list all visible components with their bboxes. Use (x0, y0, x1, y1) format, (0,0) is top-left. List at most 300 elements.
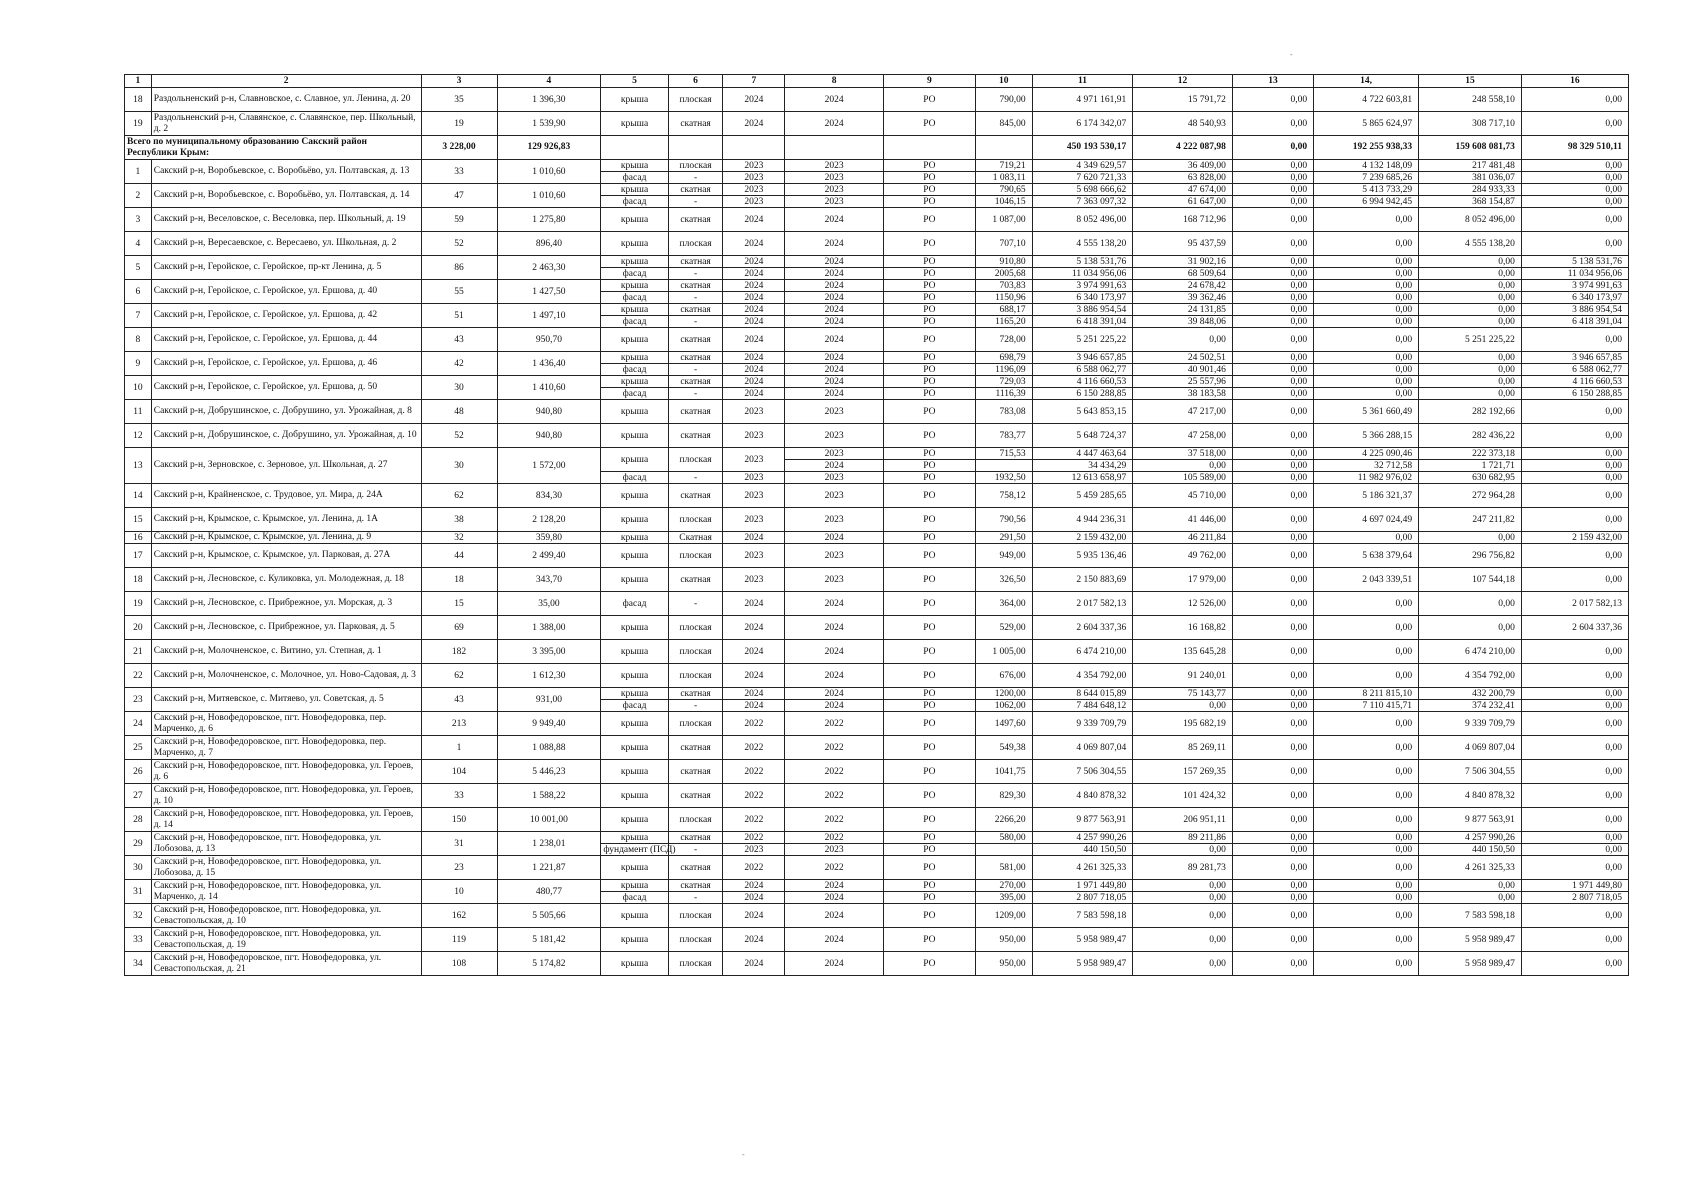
row-number: 31 (125, 880, 152, 904)
value-cell: 85 269,11 (1133, 736, 1233, 760)
value-cell: 2024 (785, 388, 883, 400)
value-cell: 1209,00 (975, 904, 1032, 928)
value-cell: 1116,39 (975, 388, 1032, 400)
apartments-cell: 69 (421, 616, 497, 640)
value-cell: 0,00 (1133, 328, 1233, 352)
header-row (125, 75, 1629, 88)
value-cell: 4 722 603,81 (1314, 88, 1419, 112)
header-cell: 6 (668, 75, 723, 88)
value-cell: 296 756,82 (1419, 544, 1522, 568)
apartments-cell: 150 (421, 808, 497, 832)
value-cell: 2 604 337,36 (1521, 616, 1628, 640)
header-cell: 8 (785, 75, 883, 88)
area-cell: 5 174,82 (497, 952, 601, 976)
row-number: 21 (125, 640, 152, 664)
row-number: 16 (125, 532, 152, 544)
table-row (125, 328, 1629, 352)
value-cell: 4 944 236,31 (1032, 508, 1133, 532)
value-cell: 4 069 807,04 (1419, 736, 1522, 760)
value-cell: 845,00 (975, 112, 1032, 136)
value-cell: 4 354 792,00 (1032, 664, 1133, 688)
value-cell: фасад (601, 292, 668, 304)
value-cell: 2024 (785, 904, 883, 928)
value-cell: 0,00 (1232, 508, 1313, 532)
area-cell: 1 010,60 (497, 160, 601, 184)
apartments-cell: 15 (421, 592, 497, 616)
address-cell: Сакский р-н, Воробьевское, с. Воробьёво, ул. Полтавская, д. 13 (151, 160, 421, 184)
area-cell: 1 539,90 (497, 112, 601, 136)
value-cell: 2024 (723, 904, 785, 928)
value-cell: 0,00 (1232, 316, 1313, 328)
value-cell: крыша (601, 256, 668, 268)
value-cell: 0,00 (1419, 388, 1522, 400)
value-cell: 1497,60 (975, 712, 1032, 736)
area-cell: 1 612,30 (497, 664, 601, 688)
header-cell: 4 (497, 75, 601, 88)
value-cell: РО (883, 904, 975, 928)
value-cell: 282 436,22 (1419, 424, 1522, 448)
area-cell: 10 001,00 (497, 808, 601, 832)
table-row (125, 736, 1629, 760)
value-cell: 0,00 (1232, 544, 1313, 568)
value-cell: 2023 (785, 196, 883, 208)
area-cell: 359,80 (497, 532, 601, 544)
value-cell: 0,00 (1314, 376, 1419, 388)
scan-mark: - (1290, 50, 1293, 59)
apartments-cell: 1 (421, 736, 497, 760)
row-number: 11 (125, 400, 152, 424)
value-cell: 580,00 (975, 832, 1032, 844)
value-cell: 2024 (723, 268, 785, 280)
total-c12: 4 222 087,98 (1133, 136, 1233, 160)
value-cell: 1932,50 (975, 472, 1032, 484)
value-cell: 2 017 582,13 (1032, 592, 1133, 616)
value-cell: 95 437,59 (1133, 232, 1233, 256)
value-cell: 7 620 721,33 (1032, 172, 1133, 184)
value-cell: 0,00 (1314, 592, 1419, 616)
total-label: Всего по муниципальному образованию Сакский район Республики Крым: (125, 136, 422, 160)
value-cell: 0,00 (1521, 928, 1628, 952)
value-cell: 2023 (723, 160, 785, 172)
value-cell: 0,00 (1232, 364, 1313, 376)
value-cell: 2023 (785, 472, 883, 484)
value-cell: 7 363 097,32 (1032, 196, 1133, 208)
value-cell: 0,00 (1133, 880, 1233, 892)
table-row (125, 712, 1629, 736)
apartments-cell: 51 (421, 304, 497, 328)
value-cell: 0,00 (1521, 760, 1628, 784)
area-cell: 1 436,40 (497, 352, 601, 376)
value-cell: 1 083,11 (975, 172, 1032, 184)
value-cell: РО (883, 256, 975, 268)
area-cell: 1 572,00 (497, 448, 601, 484)
value-cell: 195 682,19 (1133, 712, 1233, 736)
address-cell: Сакский р-н, Крымское, с. Крымское, ул. Ленина, д. 9 (151, 532, 421, 544)
value-cell: фасад (601, 592, 668, 616)
value-cell: 0,00 (1314, 616, 1419, 640)
apartments-cell: 33 (421, 784, 497, 808)
value-cell: 17 979,00 (1133, 568, 1233, 592)
value-cell: 5 958 989,47 (1419, 952, 1522, 976)
value-cell: РО (883, 712, 975, 736)
value-cell: 4 555 138,20 (1419, 232, 1522, 256)
value-cell: 0,00 (1314, 736, 1419, 760)
value-cell: 0,00 (1521, 160, 1628, 172)
value-cell: 222 373,18 (1419, 448, 1522, 460)
value-cell: РО (883, 640, 975, 664)
value-cell: 34 434,29 (1032, 460, 1133, 472)
total-c14: 192 255 938,33 (1314, 136, 1419, 160)
area-cell: 940,80 (497, 424, 601, 448)
area-cell: 1 410,60 (497, 376, 601, 400)
value-cell: 2024 (785, 640, 883, 664)
value-cell: 0,00 (1232, 616, 1313, 640)
value-cell: 0,00 (1521, 172, 1628, 184)
value-cell: 0,00 (1314, 292, 1419, 304)
value-cell: 0,00 (1314, 364, 1419, 376)
value-cell: 0,00 (1133, 904, 1233, 928)
value-cell: 783,08 (975, 400, 1032, 424)
value-cell: 2024 (723, 388, 785, 400)
value-cell: 2024 (785, 208, 883, 232)
value-cell: РО (883, 352, 975, 364)
value-cell: РО (883, 568, 975, 592)
table-row (125, 880, 1629, 892)
value-cell: 6 150 288,85 (1032, 388, 1133, 400)
total-area: 129 926,83 (497, 136, 601, 160)
apartments-cell: 52 (421, 424, 497, 448)
table-row (125, 688, 1629, 700)
value-cell: 0,00 (1232, 460, 1313, 472)
value-cell: 2005,68 (975, 268, 1032, 280)
address-cell: Сакский р-н, Новофедоровское, пгт. Новофедоровка, ул. Севастопольская, д. 19 (151, 928, 421, 952)
value-cell: скатная (668, 856, 723, 880)
header-cell: 7 (723, 75, 785, 88)
address-cell: Сакский р-н, Новофедоровское, пгт. Новофедоровка, ул. Севастопольская, д. 10 (151, 904, 421, 928)
value-cell: 0,00 (1232, 700, 1313, 712)
value-cell: 0,00 (1314, 280, 1419, 292)
value-cell: крыша (601, 784, 668, 808)
value-cell: 0,00 (1419, 364, 1522, 376)
table-row (125, 640, 1629, 664)
value-cell: 39 362,46 (1133, 292, 1233, 304)
value-cell: 2024 (785, 700, 883, 712)
value-cell: 0,00 (1232, 472, 1313, 484)
apartments-cell: 19 (421, 112, 497, 136)
value-cell: 2023 (723, 172, 785, 184)
value-cell: 15 791,72 (1133, 88, 1233, 112)
apartments-cell: 52 (421, 232, 497, 256)
value-cell: 0,00 (1419, 892, 1522, 904)
value-cell: крыша (601, 328, 668, 352)
value-cell: скатная (668, 832, 723, 844)
row-number: 29 (125, 832, 152, 856)
table-row (125, 832, 1629, 844)
apartments-cell: 42 (421, 352, 497, 376)
value-cell: 0,00 (1521, 400, 1628, 424)
value-cell: 790,56 (975, 508, 1032, 532)
value-cell: 2024 (785, 592, 883, 616)
value-cell: 5 638 379,64 (1314, 544, 1419, 568)
value-cell: 0,00 (1232, 532, 1313, 544)
row-number: 3 (125, 208, 152, 232)
value-cell: 0,00 (1232, 256, 1313, 268)
value-cell: 0,00 (1232, 448, 1313, 460)
table-row (125, 232, 1629, 256)
value-cell: 1150,96 (975, 292, 1032, 304)
value-cell: 0,00 (1232, 592, 1313, 616)
value-cell: 2023 (723, 184, 785, 196)
value-cell: фасад (601, 892, 668, 904)
value-cell: - (668, 388, 723, 400)
address-cell: Сакский р-н, Новофедоровское, пгт. Новофедоровка, ул. Героев, д. 14 (151, 808, 421, 832)
value-cell: 63 828,00 (1133, 172, 1233, 184)
value-cell: крыша (601, 508, 668, 532)
value-cell: РО (883, 700, 975, 712)
value-cell: фасад (601, 364, 668, 376)
value-cell: 6 588 062,77 (1032, 364, 1133, 376)
value-cell: крыша (601, 544, 668, 568)
value-cell: 0,00 (1314, 784, 1419, 808)
row-number: 23 (125, 688, 152, 712)
value-cell: 0,00 (1232, 664, 1313, 688)
value-cell: 440 150,50 (1032, 844, 1133, 856)
value-cell: 9 877 563,91 (1032, 808, 1133, 832)
value-cell: фасад (601, 268, 668, 280)
area-cell: 1 088,88 (497, 736, 601, 760)
value-cell: РО (883, 268, 975, 280)
value-cell: 0,00 (1314, 328, 1419, 352)
value-cell: РО (883, 196, 975, 208)
value-cell: 0,00 (1521, 112, 1628, 136)
value-cell: фасад (601, 172, 668, 184)
address-cell: Сакский р-н, Лесновское, с. Прибрежное, ул. Парковая, д. 5 (151, 616, 421, 640)
value-cell: плоская (668, 448, 723, 472)
value-cell: 2024 (785, 280, 883, 292)
empty-cell (601, 136, 668, 160)
address-cell: Сакский р-н, Воробьевское, с. Воробьёво, ул. Полтавская, д. 14 (151, 184, 421, 208)
value-cell: 4 354 792,00 (1419, 664, 1522, 688)
value-cell: 4 840 878,32 (1032, 784, 1133, 808)
value-cell: 0,00 (1314, 664, 1419, 688)
value-cell: 107 544,18 (1419, 568, 1522, 592)
value-cell: 0,00 (1133, 928, 1233, 952)
table-row (125, 184, 1629, 196)
value-cell: 549,38 (975, 736, 1032, 760)
value-cell: 2023 (723, 844, 785, 856)
value-cell: 0,00 (1521, 856, 1628, 880)
table-row (125, 208, 1629, 232)
value-cell: крыша (601, 208, 668, 232)
value-cell: 0,00 (1314, 892, 1419, 904)
value-cell: 49 762,00 (1133, 544, 1233, 568)
total-c16: 98 329 510,11 (1521, 136, 1628, 160)
address-cell: Сакский р-н, Молочненское, с. Витино, ул. Степная, д. 1 (151, 640, 421, 664)
value-cell: 2024 (723, 664, 785, 688)
apartments-cell: 119 (421, 928, 497, 952)
table-row (125, 304, 1629, 316)
area-cell: 1 221,87 (497, 856, 601, 880)
area-cell: 35,00 (497, 592, 601, 616)
value-cell: 2022 (723, 784, 785, 808)
value-cell: плоская (668, 928, 723, 952)
value-cell: 40 901,46 (1133, 364, 1233, 376)
value-cell: 0,00 (1314, 640, 1419, 664)
value-cell: скатная (668, 256, 723, 268)
value-cell: 0,00 (1521, 832, 1628, 844)
value-cell: крыша (601, 112, 668, 136)
header-cell: 14, (1314, 75, 1419, 88)
value-cell: 2266,20 (975, 808, 1032, 832)
value-cell: 0,00 (1232, 712, 1313, 736)
table-row (125, 352, 1629, 364)
row-number: 19 (125, 592, 152, 616)
value-cell: 0,00 (1419, 316, 1522, 328)
value-cell: 5 361 660,49 (1314, 400, 1419, 424)
value-cell: 2024 (723, 592, 785, 616)
value-cell: 0,00 (1232, 844, 1313, 856)
value-cell: 0,00 (1521, 808, 1628, 832)
apartments-cell: 104 (421, 760, 497, 784)
value-cell: 910,80 (975, 256, 1032, 268)
value-cell: - (668, 172, 723, 184)
address-cell: Сакский р-н, Геройское, с. Геройское, пр-кт Ленина, д. 5 (151, 256, 421, 280)
value-cell: 2024 (723, 256, 785, 268)
area-cell: 1 427,50 (497, 280, 601, 304)
value-cell: 5 251 225,22 (1032, 328, 1133, 352)
value-cell: крыша (601, 568, 668, 592)
value-cell: 2024 (723, 688, 785, 700)
value-cell: 24 131,85 (1133, 304, 1233, 316)
value-cell: 364,00 (975, 592, 1032, 616)
value-cell: плоская (668, 544, 723, 568)
value-cell: 2024 (723, 616, 785, 640)
value-cell: 676,00 (975, 664, 1032, 688)
value-cell: 4 261 325,33 (1419, 856, 1522, 880)
value-cell: 0,00 (1419, 616, 1522, 640)
value-cell: РО (883, 328, 975, 352)
apartments-cell: 213 (421, 712, 497, 736)
value-cell: 0,00 (1521, 640, 1628, 664)
value-cell: 0,00 (1521, 700, 1628, 712)
value-cell: 2023 (785, 172, 883, 184)
area-cell: 1 588,22 (497, 784, 601, 808)
value-cell: скатная (668, 208, 723, 232)
value-cell: 4 257 990,26 (1419, 832, 1522, 844)
value-cell: 6 474 210,00 (1032, 640, 1133, 664)
total-c15: 159 608 081,73 (1419, 136, 1522, 160)
apartments-cell: 31 (421, 832, 497, 856)
value-cell: 2023 (785, 508, 883, 532)
value-cell: фасад (601, 472, 668, 484)
value-cell: 4 840 878,32 (1419, 784, 1522, 808)
value-cell: 0,00 (1521, 544, 1628, 568)
empty-cell (975, 136, 1032, 160)
value-cell: 2 807 718,05 (1032, 892, 1133, 904)
area-cell: 2 463,30 (497, 256, 601, 280)
area-cell: 1 275,80 (497, 208, 601, 232)
apartments-cell: 62 (421, 664, 497, 688)
value-cell: 2 150 883,69 (1032, 568, 1133, 592)
value-cell: 4 257 990,26 (1032, 832, 1133, 844)
value-cell: 1165,20 (975, 316, 1032, 328)
area-cell: 1 497,10 (497, 304, 601, 328)
value-cell: 5 459 285,65 (1032, 484, 1133, 508)
value-cell: 0,00 (1232, 568, 1313, 592)
value-cell: 89 211,86 (1133, 832, 1233, 844)
value-cell: крыша (601, 688, 668, 700)
table-row (125, 448, 1629, 460)
value-cell: 2024 (723, 328, 785, 352)
value-cell: 0,00 (1314, 880, 1419, 892)
area-cell: 1 388,00 (497, 616, 601, 640)
value-cell: 2022 (785, 832, 883, 844)
value-cell: 719,21 (975, 160, 1032, 172)
value-cell: 7 484 648,12 (1032, 700, 1133, 712)
value-cell: 2023 (723, 484, 785, 508)
value-cell: фасад (601, 388, 668, 400)
value-cell: 2024 (785, 232, 883, 256)
table-row (125, 616, 1629, 640)
value-cell: 2023 (723, 400, 785, 424)
apartments-cell: 23 (421, 856, 497, 880)
value-cell: 89 281,73 (1133, 856, 1233, 880)
value-cell: РО (883, 316, 975, 328)
value-cell: 0,00 (1232, 784, 1313, 808)
value-cell: скатная (668, 736, 723, 760)
value-cell: 783,77 (975, 424, 1032, 448)
value-cell: 31 902,16 (1133, 256, 1233, 268)
value-cell: 2 043 339,51 (1314, 568, 1419, 592)
apartments-cell: 43 (421, 688, 497, 712)
value-cell: 5 698 666,62 (1032, 184, 1133, 196)
row-number: 19 (125, 112, 152, 136)
value-cell: 2024 (785, 664, 883, 688)
value-cell: 0,00 (1314, 268, 1419, 280)
value-cell: 47 258,00 (1133, 424, 1233, 448)
value-cell: 2023 (723, 508, 785, 532)
area-cell: 834,30 (497, 484, 601, 508)
value-cell: 0,00 (1232, 832, 1313, 844)
value-cell: 3 974 991,63 (1032, 280, 1133, 292)
address-cell: Сакский р-н, Новофедоровское, пгт. Новофедоровка, ул. Лобозова, д. 13 (151, 832, 421, 856)
header-cell: 16 (1521, 75, 1628, 88)
row-number: 8 (125, 328, 152, 352)
apartments-cell: 30 (421, 376, 497, 400)
value-cell: 37 518,00 (1133, 448, 1233, 460)
value-cell: крыша (601, 664, 668, 688)
value-cell: 3 946 657,85 (1521, 352, 1628, 364)
value-cell: 0,00 (1232, 292, 1313, 304)
value-cell: 3 974 991,63 (1521, 280, 1628, 292)
apartments-cell: 10 (421, 880, 497, 904)
header-cell: 2 (151, 75, 421, 88)
address-cell: Сакский р-н, Митяевское, с. Митяево, ул. Советская, д. 5 (151, 688, 421, 712)
apartments-cell: 32 (421, 532, 497, 544)
value-cell: 91 240,01 (1133, 664, 1233, 688)
value-cell: 217 481,48 (1419, 160, 1522, 172)
value-cell: РО (883, 928, 975, 952)
value-cell: 2022 (785, 808, 883, 832)
value-cell: 0,00 (1232, 484, 1313, 508)
value-cell: - (668, 364, 723, 376)
value-cell: 7 506 304,55 (1032, 760, 1133, 784)
table-row (125, 376, 1629, 388)
apartments-cell: 38 (421, 508, 497, 532)
value-cell: 0,00 (1314, 928, 1419, 952)
value-cell: 11 034 956,06 (1032, 268, 1133, 280)
header-cell: 12 (1133, 75, 1233, 88)
